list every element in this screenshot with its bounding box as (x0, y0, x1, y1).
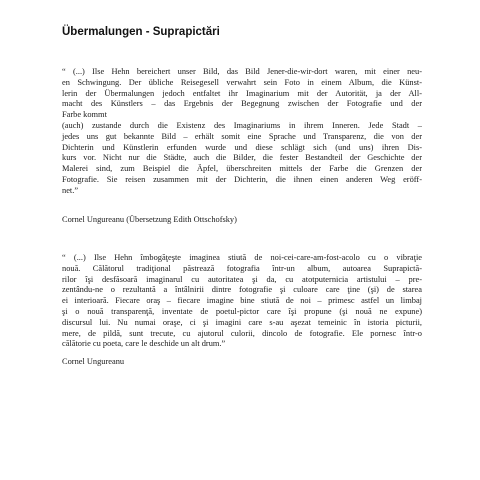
romanian-quote-line: nouă. Călătorul tradiţional păstrează fotografia într-un album, autoarea Suprapictă- (62, 263, 422, 273)
german-quote-line: Malerei sind, zum Beispiel die Äpfel, überschreiten mittels der Farbe die Grenzen der (62, 164, 422, 174)
german-quote-line: Dichterin und Künstlerin erfunden wurde und diese schlägt sich (und uns) ihren Dis- (62, 142, 422, 152)
german-signature: Cornel Ungureanu (Übersetzung Edith Ottschofsky) (62, 215, 237, 224)
german-quote-line: Fotografie. Sie reisen zusammen mit der Dichterin, die ihnen einen anderen Weg eröff- (62, 174, 422, 184)
german-quote (62, 67, 422, 197)
romanian-quote-line: rilor îşi desfăsoară imaginarul cu autoritatea şi da, cu atotputernicia artistului – pre- (62, 274, 422, 284)
romanian-quote-line: călătorie cu poeta, care le deschide un alt drum.” (62, 339, 226, 349)
romanian-signature: Cornel Ungureanu (62, 357, 125, 366)
romanian-quote-line: şi o nouă transparenţă, inventate de poetul-pictor care îşi propune (şi nouă ne expune) (62, 306, 422, 316)
german-quote-line: en Schwingung. Der übliche Reisegesell verwahrt sein Foto in einem Album, die Künst- (62, 77, 422, 87)
german-quote-line: Farbe kommt (62, 110, 107, 120)
german-quote-line: (auch) zustande durch die Existenz des Imaginariums in ihrem Inneren. Jede Stadt – (62, 120, 422, 130)
page-title: Übermalungen - Suprapictări (62, 26, 220, 38)
german-quote-line: macht des Künstlers – das Ergebnis der Begegnung zwischen der Fotografie und der (62, 99, 422, 109)
romanian-quote-line: ei interioară. Fiecare oraş – fiecare imagine bine stiută de noi – primesc astfel un limbaj (62, 296, 422, 306)
german-quote-line: net.” (62, 185, 79, 195)
german-quote-line: lerin der Übermalungen jedoch entfaltet ihr Imaginarium mit der Autorität, ja der All- (62, 88, 422, 98)
romanian-quote (62, 253, 422, 350)
romanian-quote-line: zentându-ne o rezultantă a întâlnirii dintre fotografie şi culoare care ţine (şi) de starea (62, 285, 422, 295)
romanian-quote-line: discursul lui. Nu numai oraşe, ci şi imagini care s-au aşezat temeinic în istoria picturii, (62, 317, 422, 327)
german-quote-line: kurs vor. Nicht nur die Städte, auch die Bilder, die fester Bestandteil der Geschichte der (62, 153, 422, 163)
german-quote-line: jedes uns gut bekannte Bild – erhält somit eine Sprache und Transparenz, die von der (62, 131, 422, 141)
german-quote-line: “ (...) Ilse Hehn bereichert unser Bild, das Bild Jener-die-wir-dort waren, mit einer neu- (62, 67, 422, 76)
romanian-quote-line: “ (...) Ilse Hehn îmbogăţeşte imaginea stiută de noi-cei-care-am-fost-acolo cu o vibraţie (62, 253, 422, 262)
romanian-quote-line: mere, de pildă, sunt trecute, cu ajutorul culorii, dincolo de fotografie. Ele pornesc într-o (62, 328, 422, 338)
